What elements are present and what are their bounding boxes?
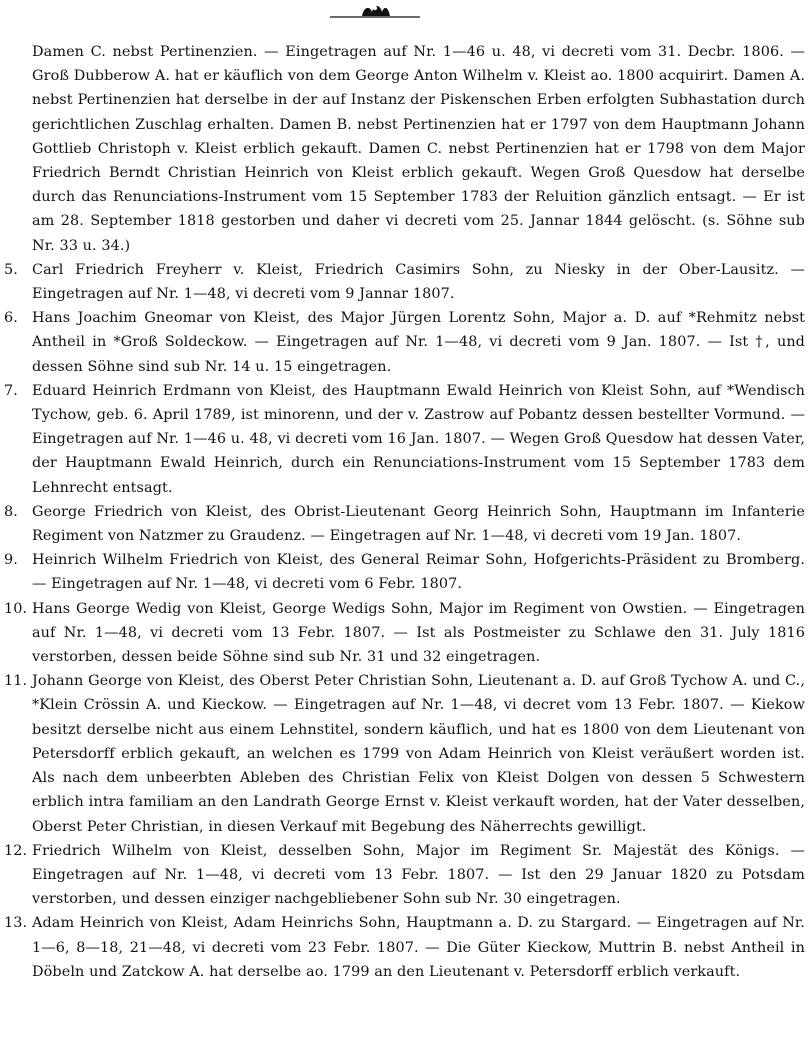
document-body: [4, 40, 805, 984]
ornament-icon: [330, 2, 420, 22]
entry-number: 8.: [4, 503, 18, 520]
entry-text: Eduard Heinrich Erdmann von Kleist, des Hauptmann Ewald Heinrich von Kleist Sohn, auf *Wendisch Tychow, geb. 6. April 1789, ist minorenn, und der v. Zastrow auf Pobantz dessen bestellter Vormund. — Eingetragen auf Nr. 1—46 u. 48, vi decreti vom 16 Jan. 1807. — Wegen Groß Quesdow hat dessen Vater, der Hauptmann Ewald Heinrich, durch ein Renunciations-Instrument vom 15 September 1783 dem Lehnrecht entsagt.: [32, 382, 805, 496]
entry-text: Damen C. nebst Pertinenzien. — Eingetragen auf Nr. 1—46 u. 48, vi decreti vom 31. Decbr. 1806. — Groß Dubberow A. hat er käuflich von dem George Anton Wilhelm v. Kleist ao. 1800 acquirirt. Damen A. nebst Pertinenzien hat derselbe in der auf Instanz der Piskenschen Erben erfolgten Subhastation durch gerichtlichen Zuschlag erhalten. Damen B. nebst Pertinenzien hat er 1797 von dem Hauptmann Johann Gottlieb Christoph v. Kleist erblich gekauft. Damen C. nebst Pertinenzien hat er 1798 von dem Major Friedrich Berndt Christian Heinrich von Kleist erblich gekauft. Wegen Groß Quesdow hat derselbe durch das Renunciations-Instrument vom 15 September 1783 der Reluition gänzlich entsagt. — Er ist am 28. September 1818 gestorben und daher vi decreti vom 25. Jannar 1844 gelöscht. (s. Söhne sub Nr. 33 u. 34.): [32, 44, 805, 254]
entry-number: 11.: [4, 673, 28, 690]
entry-text: Adam Heinrich von Kleist, Adam Heinrichs Sohn, Hauptmann a. D. zu Stargard. — Eingetragen auf Nr. 1—6, 8—18, 21—48, vi decreti vom 23 Febr. 1807. — Die Güter Kieckow, Muttrin B. nebst Antheil in Döbeln und Zatckow A. hat derselbe ao. 1799 an den Lieutenant v. Petersdorff erblich verkauft.: [32, 915, 805, 980]
entry-number: 9.: [4, 552, 18, 569]
entry-11: [4, 669, 805, 838]
entry-number: 10.: [4, 600, 28, 617]
entry-text: Carl Friedrich Freyherr v. Kleist, Friedrich Casimirs Sohn, zu Niesky in der Ober-Lausitz. — Eingetragen auf Nr. 1—48, vi decreti vom 9 Jannar 1807.: [32, 261, 805, 303]
entry-text: Hans George Wedig von Kleist, George Wedigs Sohn, Major im Regiment von Owstien. — Eingetragen auf Nr. 1—48, vi decreti vom 13 Febr. 1807. — Ist als Postmeister zu Schlawe den 31. July 1816 verstorben, dessen beide Söhne sind sub Nr. 31 und 32 eingetragen.: [32, 600, 805, 666]
entry-8: [4, 500, 805, 548]
entry-9: [4, 548, 805, 596]
header-ornament: [330, 2, 420, 22]
entry-5: [4, 258, 805, 306]
entry-13: [4, 911, 805, 984]
entry-number: 6.: [4, 310, 18, 327]
entry-7: [4, 379, 805, 500]
entry-number: 5.: [4, 261, 18, 278]
entry-12: [4, 839, 805, 912]
entry-text: Johann George von Kleist, des Oberst Peter Christian Sohn, Lieutenant a. D. auf Groß Tychow A. und C., *Klein Crössin A. und Kieckow. — Eingetragen auf Nr. 1—48, vi decret vom 13 Febr. 1807. — Kiekow besitzt derselbe nicht aus einem Lehnstitel, sondern käuflich, und hat es 1800 von dem Lieutenant von Petersdorff erblich gekauft, an welchen es 1799 von Adam Heinrich von Kleist veräußert worden ist. Als nach dem unbeerbten Ableben des Christian Felix von Kleist Dolgen von dessen 5 Schwestern erblich intra familiam an den Landrath George Ernst v. Kleist verkauft worden, hat der Vater desselben, Oberst Peter Christian, in diesen Verkauf mit Begebung des Näherrechts gewilligt.: [32, 673, 805, 835]
entry-number: 7.: [4, 382, 18, 399]
entry-number: 13.: [4, 915, 28, 932]
entry-6: [4, 306, 805, 379]
entry-text: Hans Joachim Gneomar von Kleist, des Major Jürgen Lorentz Sohn, Major a. D. auf *Rehmitz nebst Antheil in *Groß Soldeckow. — Eingetragen auf Nr. 1—48, vi decreti vom 9 Jan. 1807. — Ist †, und dessen Söhne sind sub Nr. 14 u. 15 eingetragen.: [32, 310, 805, 375]
entry-text: Friedrich Wilhelm von Kleist, desselben Sohn, Major im Regiment Sr. Majestät des Königs. — Eingetragen auf Nr. 1—48, vi decreti vom 13 Febr. 1807. — Ist den 29 Januar 1820 zu Potsdam verstorben, und dessen einziger nachgebliebener Sohn sub Nr. 30 eingetragen.: [32, 842, 805, 908]
entry-10: [4, 597, 805, 670]
entry-text: George Friedrich von Kleist, des Obrist-Lieutenant Georg Heinrich Sohn, Hauptmann im Infanterie Regiment von Natzmer zu Graudenz. — Eingetragen auf Nr. 1—48, vi decreti vom 19 Jan. 1807.: [32, 503, 805, 545]
entry-continuation: [4, 40, 805, 258]
entry-text: Heinrich Wilhelm Friedrich von Kleist, des General Reimar Sohn, Hofgerichts-Präsident zu Bromberg. — Eingetragen auf Nr. 1—48, vi decreti vom 6 Febr. 1807.: [32, 552, 805, 593]
entry-number: 12.: [4, 842, 28, 859]
